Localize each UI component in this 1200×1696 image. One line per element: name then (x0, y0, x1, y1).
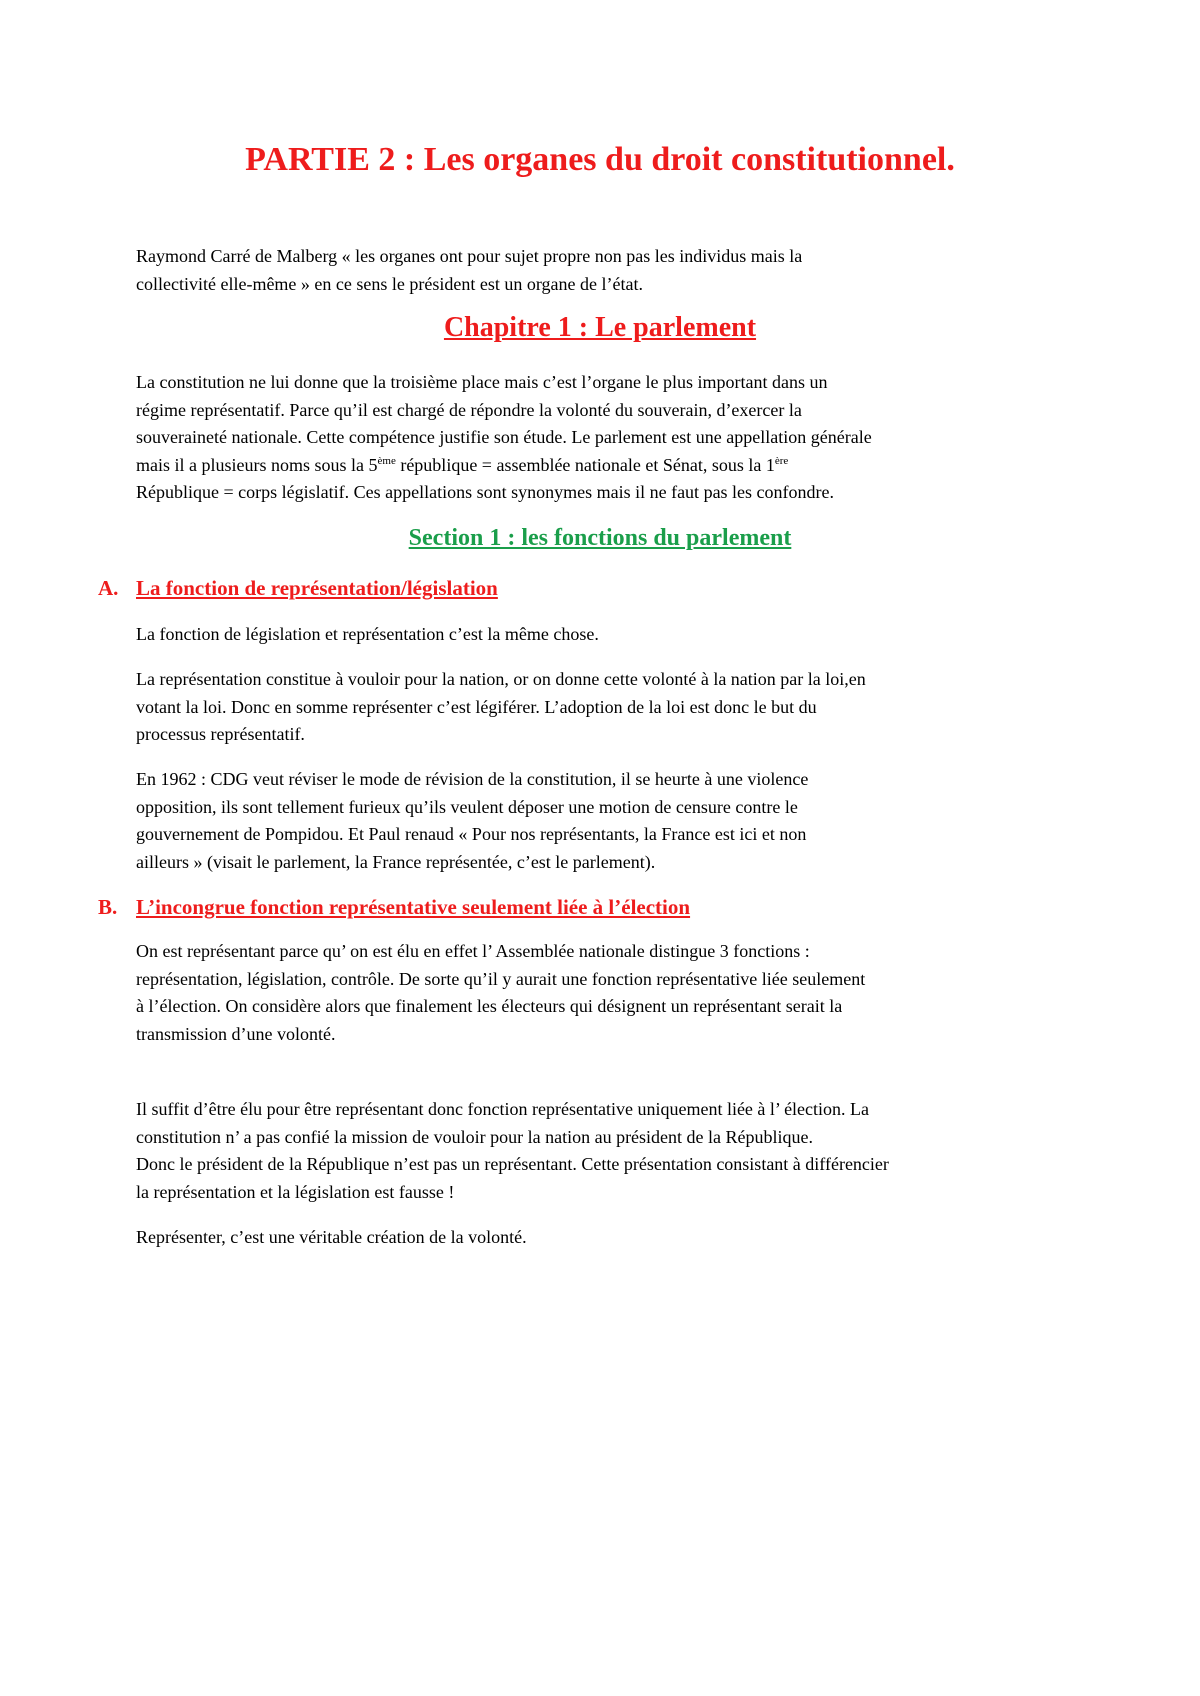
subsection-title: L’incongrue fonction représentative seulement liée à l’élection (136, 895, 691, 919)
page-title: PARTIE 2 : Les organes du droit constitutionnel. (245, 141, 955, 178)
chapter-title: Chapitre 1 : Le parlement (443, 312, 757, 343)
paragraph-line: opposition, ils sont tellement furieux qu’ils veulent déposer une motion de censure contre le (136, 796, 798, 817)
subsection-title: La fonction de représentation/législation (136, 576, 498, 600)
paragraph-line: La représentation constitue à vouloir pour la nation, or on donne cette volonté à la nation par la loi,en (136, 669, 866, 689)
chapter-line: régime représentatif. Parce qu’il est chargé de répondre la volonté du souverain, d’exercer la (136, 399, 802, 420)
paragraph-line: votant la loi. Donc en somme représenter c’est légiférer. L’adoption de la loi est donc le but du (136, 696, 817, 717)
paragraph-line: En 1962 : CDG veut réviser le mode de révision de la constitution, il se heurte à une violence (136, 769, 809, 789)
chapter-line: La constitution ne lui donne que la troisième place mais c’est l’organe le plus important dans un (136, 372, 828, 392)
chapter-line: souveraineté nationale. Cette compétence justifie son étude. Le parlement est une appellation générale (136, 427, 872, 447)
subsection-marker: A. (98, 576, 119, 600)
chapter-line: République = corps législatif. Ces appellations sont synonymes mais il ne faut pas les confondre. (136, 482, 835, 502)
subsection-a-heading (98, 574, 498, 602)
paragraph-line: Il suffit d’être élu pour être représentant donc fonction représentative uniquement liée à l’ élection. La (136, 1099, 870, 1119)
subsection-b-paragraph-3: Représenter, c’est une véritable création de la volonté. (136, 1227, 527, 1247)
paragraph-line: ailleurs » (visait le parlement, la France représentée, c’est le parlement). (136, 851, 656, 872)
intro-paragraph (136, 243, 802, 298)
paragraph-line: constitution n’ a pas confié la mission de vouloir pour la nation au président de la République. (136, 1126, 814, 1147)
ordinal-superscript: ème (377, 454, 396, 467)
paragraph-line: représentation, législation, contrôle. De sorte qu’il y aurait une fonction représentative liée seulement (136, 968, 866, 989)
paragraph-line: transmission d’une volonté. (136, 1023, 336, 1044)
subsection-b-paragraph-2 (136, 1096, 889, 1206)
subsection-b-paragraph-1 (136, 938, 865, 1048)
chapter-line-part: mais il a plusieurs noms sous la 5 (136, 454, 378, 475)
paragraph-line: à l’élection. On considère alors que finalement les électeurs qui désignent un représentant serait la (136, 996, 843, 1016)
subsection-b-heading (98, 893, 690, 921)
subsection-a-paragraph-3 (136, 766, 808, 876)
chapter-line (136, 452, 872, 480)
ordinal-superscript: ère (774, 454, 789, 467)
subsection-marker: B. (98, 895, 118, 919)
intro-line: Raymond Carré de Malberg « les organes ont pour sujet propre non pas les individus mais la (136, 246, 803, 266)
paragraph-line: On est représentant parce qu’ on est élu en effet l’ Assemblée nationale distingue 3 fonctions : (136, 941, 810, 961)
paragraph-line: la représentation et la législation est fausse ! (136, 1181, 455, 1202)
paragraph-line: gouvernement de Pompidou. Et Paul renaud « Pour nos représentants, la France est ici et non (136, 824, 807, 844)
paragraph-line: processus représentatif. (136, 724, 305, 744)
subsection-a-paragraph-2 (136, 666, 866, 749)
intro-line: collectivité elle-même » en ce sens le président est un organe de l’état. (136, 273, 643, 294)
section-title: Section 1 : les fonctions du parlement (408, 525, 792, 551)
subsection-a-paragraph-1: La fonction de législation et représentation c’est la même chose. (136, 624, 599, 644)
chapter-paragraph (136, 369, 872, 507)
chapter-line-part: république = assemblée nationale et Sénat, sous la 1 (395, 454, 775, 475)
paragraph-line: Donc le président de la République n’est pas un représentant. Cette présentation consistant à différencier (136, 1154, 889, 1174)
